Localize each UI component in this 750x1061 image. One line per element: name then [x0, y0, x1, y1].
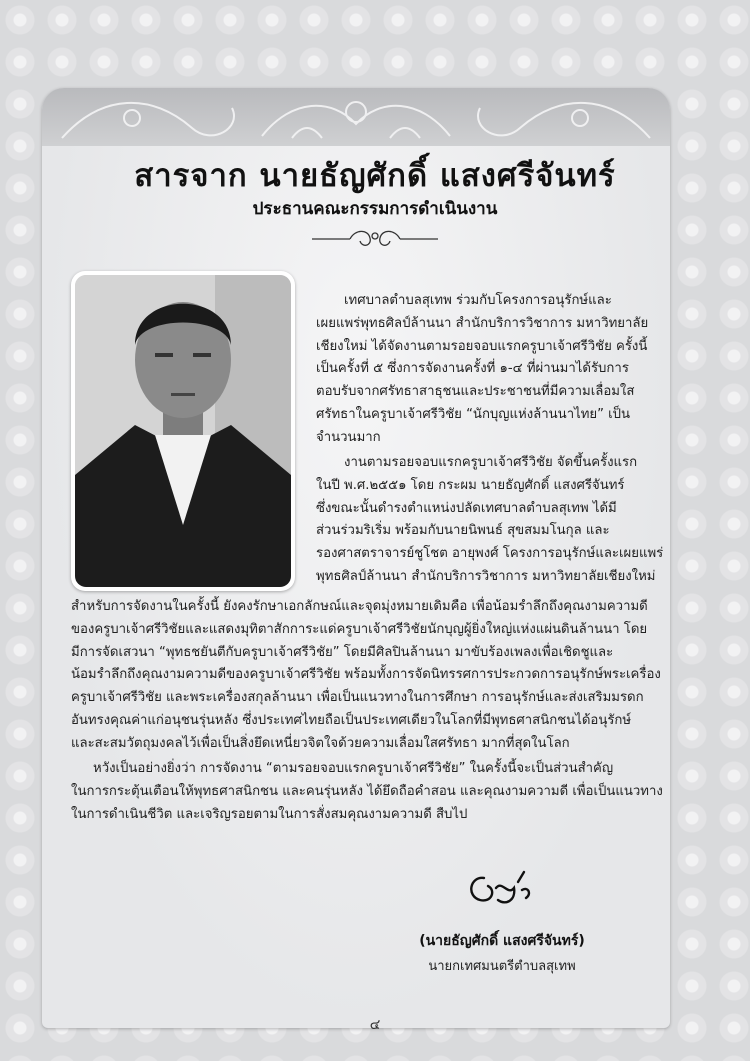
- paragraph-1: [316, 290, 648, 450]
- text-line: สำหรับการจัดงานในครั้งนี้ ยังคงรักษาเอกลักษณ์และจุดมุ่งหมายเดิมคือ เพื่อน้อมรำลึกถึงคุณงามความดี: [71, 599, 648, 614]
- page-subtitle: ประธานคณะกรรมการดำเนินงาน: [252, 199, 498, 219]
- paragraph-2-side: [316, 452, 663, 589]
- paragraph-2-full: [71, 596, 661, 756]
- text-line: รองศาสตราจารย์ชูโชต อายุพงศ์ โครงการอนุรักษ์และเผยแพร่: [316, 546, 664, 562]
- text-line: ในการดำเนินชีวิต และเจริญรอยตามในการสั่งสมคุณงามความดี สืบไป: [71, 806, 468, 822]
- paragraph-3: [71, 758, 663, 826]
- text-line: น้อมรำลึกถึงคุณงามความดีของครูบาเจ้าศรีวิชัย พร้อมทั้งการจัดนิทรรศการประกวดการอนุรักษ์พระเครื่อง: [71, 667, 661, 683]
- text-line: มีการจัดเสวนา “พุทธชยันตีกับครูบาเจ้าศรีวิชัย” โดยมีศิลปินล้านนา มาขับร้องเพลงเพื่อเชิดชูและ: [71, 644, 614, 660]
- text-line: พุทธศิลป์ล้านนา สำนักบริการวิชาการ มหาวิทยาลัยเชียงใหม่: [316, 568, 656, 584]
- ornamental-header-band: [42, 88, 670, 146]
- page-number: ๔: [369, 1017, 381, 1033]
- text-line: เชียงใหม่ ได้จัดงานตามรอยจอบแรกครูบาเจ้าศรีวิชัย ครั้งนี้: [316, 338, 648, 354]
- portrait-photo: [75, 275, 291, 587]
- text-line: จำนวนมาก: [316, 429, 381, 445]
- signatory-name: (นายธัญศักดิ์ แสงศรีจันทร์): [419, 933, 585, 949]
- text-line: อันทรงคุณค่าแก่อนุชนรุ่นหลัง ซึ่งประเทศไทยถือเป็นประเทศเดียวในโลกที่มีพุทธศาสนิกชนได้อนุรักษ์: [71, 712, 632, 728]
- text-line: หวังเป็นอย่างยิ่งว่า การจัดงาน “ตามรอยจอบแรกครูบาเจ้าศรีวิชัย” ในครั้งนี้จะเป็นส่วนสำคัญ: [93, 761, 614, 776]
- portrait-frame: [71, 271, 295, 591]
- text-line: ในปี พ.ศ.๒๕๕๑ โดย กระผม นายธัญศักดิ์ แสงศรีจันทร์: [316, 477, 625, 493]
- text-line: ซึ่งขณะนั้นดำรงตำแหน่งปลัดเทศบาลตำบลสุเทพ ได้มี: [316, 500, 617, 516]
- page-title: สารจาก นายธัญศักดิ์ แสงศรีจันทร์: [134, 158, 616, 194]
- text-line: ครูบาเจ้าศรีวิชัย และพระเครื่องสกุลล้านนา เพื่อเป็นแนวทางในการศึกษา การอนุรักษ์และส่งเสริมมรดก: [71, 690, 644, 706]
- text-line: ในการกระตุ้นเตือนให้พุทธศาสนิกชน และคนรุ่นหลัง ได้ยึดถือคำสอน และคุณงามความดี เพื่อเป็นแนวทาง: [71, 783, 663, 799]
- divider-ornament-icon: [310, 226, 440, 252]
- signatory-title: นายกเทศมนตรีตำบลสุเทพ: [428, 959, 576, 974]
- text-line: ส่วนร่วมริเริ่ม พร้อมกับนายนิพนธ์ สุขสมมโนกุล และ: [316, 523, 610, 539]
- text-line: งานตามรอยจอบแรกครูบาเจ้าศรีวิชัย จัดขึ้นครั้งแรก: [344, 455, 638, 470]
- text-line: ของครูบาเจ้าศรีวิชัยและแสดงมุทิตาสักการะแด่ครูบาเจ้าศรีวิชัยนักบุญผู้ยิ่งใหญ่แห่งแผ่นดินล้านนา โดย: [71, 621, 648, 637]
- text-line: ศรัทธาในครูบาเจ้าศรีวิชัย “นักบุญแห่งล้านนาไทย” เป็น: [316, 406, 631, 422]
- text-line: และสะสมวัตถุมงคลไว้เพื่อเป็นสิ่งยึดเหนี่ยวจิตใจด้วยความเลื่อมใสศรัทธา มากที่สุดในโลก: [71, 735, 570, 751]
- text-line: เผยแพร่พุทธศิลป์ล้านนา สำนักบริการวิชาการ มหาวิทยาลัย: [316, 315, 649, 331]
- text-line: เป็นครั้งที่ ๕ ซึ่งการจัดงานครั้งที่ ๑-๔ ที่ผ่านมาได้รับการ: [316, 361, 629, 377]
- floral-ornament-icon: [42, 88, 670, 146]
- text-line: ตอบรับจากศรัทธาสาธุชนและประชาชนที่มีความเลื่อมใส: [316, 384, 635, 400]
- text-line: เทศบาลตำบลสุเทพ ร่วมกับโครงการอนุรักษ์และ: [344, 293, 612, 308]
- handwritten-signature-icon: [462, 866, 542, 916]
